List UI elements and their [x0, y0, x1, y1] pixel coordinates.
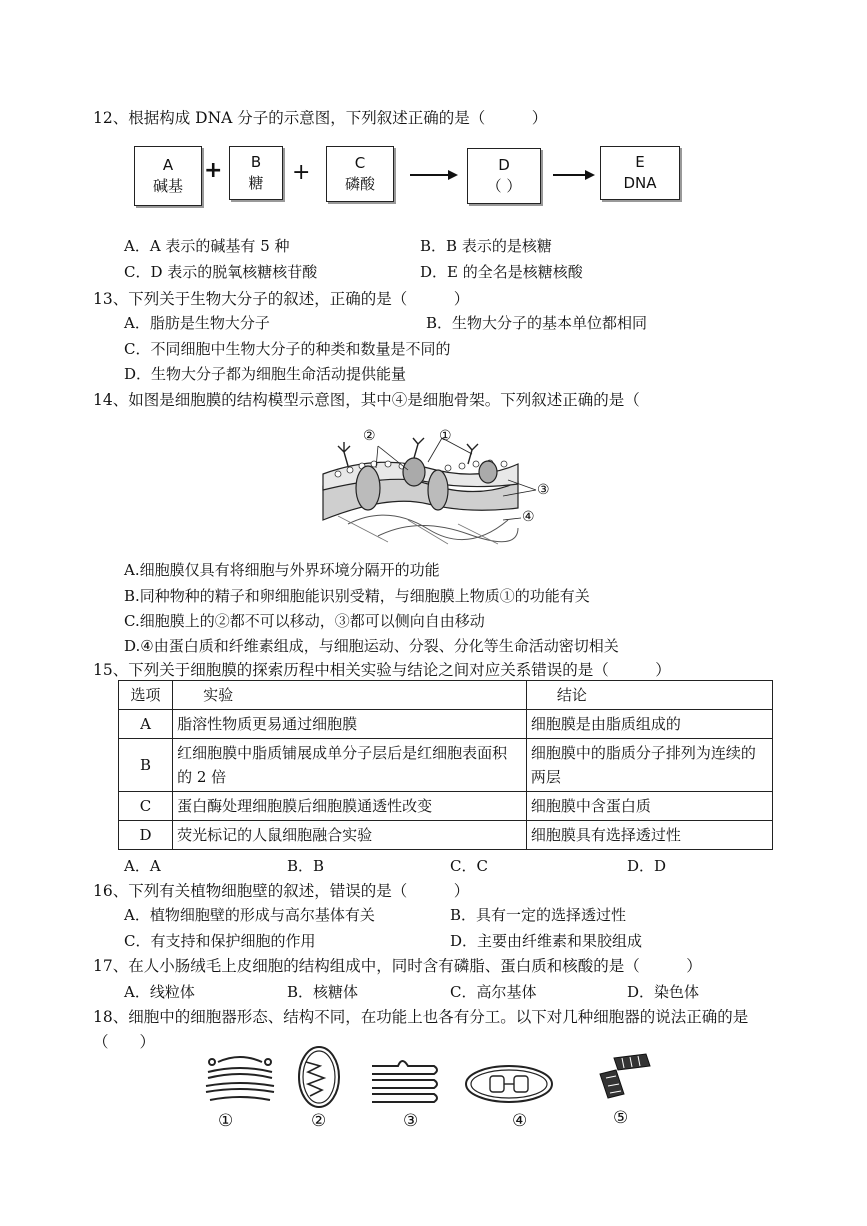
label-4: ④ — [522, 509, 535, 525]
arrow-icon — [410, 168, 458, 182]
table-cell: 荧光标记的人鼠细胞融合实验 — [173, 821, 527, 850]
q16-option-b: B．具有一定的选择透过性 — [450, 906, 627, 924]
q13-option-c: C．不同细胞中生物大分子的种类和数量是不同的 — [124, 340, 451, 358]
table-cell: 脂溶性物质更易通过细胞膜 — [173, 710, 527, 739]
box-e-letter: E — [635, 153, 645, 171]
q13-option-b: B．生物大分子的基本单位都相同 — [426, 314, 648, 332]
table-cell: 红细胞膜中脂质铺展成单分子层后是红细胞表面积的 2 倍 — [173, 739, 527, 792]
box-b-letter: B — [250, 153, 262, 171]
q15-option-b: B．B — [287, 857, 325, 875]
box-d-text: （ ） — [486, 177, 522, 195]
q12-option-a: A．A 表示的碱基有 5 种 — [124, 237, 290, 255]
header-option: 选项 — [119, 681, 173, 710]
box-a-base — [134, 146, 202, 206]
table-row — [119, 710, 773, 739]
organelle-label-5: ⑤ — [613, 1108, 629, 1128]
table-cell: 细胞膜中的脂质分子排列为连续的两层 — [526, 739, 772, 792]
table-row — [119, 739, 773, 792]
box-c-letter: C — [354, 154, 366, 172]
chloroplast-icon — [464, 1064, 554, 1104]
table-row — [119, 792, 773, 821]
table-cell: 细胞膜中含蛋白质 — [526, 792, 772, 821]
header-experiment: 实验 — [173, 681, 527, 710]
q14-option-d: D.④由蛋白质和纤维素组成，与细胞运动、分裂、分化等生命活动密切相关 — [124, 637, 619, 655]
q17-stem: 17、在人小肠绒毛上皮细胞的结构组成中，同时含有磷脂、蛋白质和核酸的是（ ） — [93, 957, 702, 975]
box-a-text: 碱基 — [152, 177, 183, 195]
q16-option-c: C．有支持和保护细胞的作用 — [124, 932, 316, 950]
endoplasmic-reticulum-icon — [368, 1054, 440, 1104]
label-2: ② — [363, 428, 376, 444]
q12-option-b: B．B 表示的是核糖 — [420, 237, 552, 255]
golgi-apparatus-icon — [200, 1048, 280, 1106]
q12-option-c: C．D 表示的脱氧核糖核苷酸 — [124, 263, 318, 281]
q15-option-d: D．D — [627, 857, 667, 875]
box-b-sugar — [229, 146, 283, 200]
box-e-dna — [600, 146, 680, 200]
organelle-label-1: ① — [218, 1111, 234, 1131]
table-cell: A — [119, 710, 173, 739]
label-1: ① — [439, 428, 452, 444]
q15-stem: 15、下列关于细胞膜的探索历程中相关实验与结论之间对应关系错误的是（ ） — [93, 661, 671, 679]
q17-option-d: D．染色体 — [627, 983, 700, 1001]
q17-option-b: B．核糖体 — [287, 983, 359, 1001]
box-e-text: DNA — [623, 174, 657, 192]
organelle-label-2: ② — [311, 1111, 327, 1131]
q17-option-c: C．高尔基体 — [450, 983, 537, 1001]
plus-sign: + — [204, 158, 223, 183]
box-a-letter: A — [162, 156, 174, 174]
table-cell: B — [119, 739, 173, 792]
q14-option-a: A.细胞膜仅具有将细胞与外界环境分隔开的功能 — [124, 561, 440, 579]
organelle-label-4: ④ — [512, 1111, 528, 1131]
q13-option-d: D．生物大分子都为细胞生命活动提供能量 — [124, 365, 407, 383]
box-d-letter: D — [498, 156, 510, 174]
arrow-icon — [553, 168, 595, 182]
box-c-phosphate — [326, 146, 394, 202]
table-row — [119, 821, 773, 850]
q15-option-c: C．C — [450, 857, 488, 875]
q13-stem: 13、下列关于生物大分子的叙述，正确的是（ ） — [93, 290, 470, 308]
q17-option-a: A．线粒体 — [124, 983, 195, 1001]
plus-sign: + — [292, 160, 311, 185]
table-cell: C — [119, 792, 173, 821]
organelle-label-3: ③ — [403, 1111, 419, 1131]
mitochondrion-icon — [296, 1044, 342, 1110]
label-3: ③ — [537, 482, 550, 498]
q12-stem: 12、根据构成 DNA 分子的示意图，下列叙述正确的是（ ） — [93, 109, 548, 127]
q12-option-d: D．E 的全名是核糖核酸 — [420, 263, 583, 281]
table-cell: 细胞膜具有选择透过性 — [526, 821, 772, 850]
q15-table — [118, 680, 773, 850]
box-b-text: 糖 — [248, 174, 264, 192]
table-cell: 细胞膜是由脂质组成的 — [526, 710, 772, 739]
q18-stem: 18、细胞中的细胞器形态、结构不同，在功能上也各有分工。以下对几种细胞器的说法正确的是 — [93, 1008, 749, 1026]
table-header-row — [119, 681, 773, 710]
q14-stem: 14、如图是细胞膜的结构模型示意图，其中④是细胞骨架。下列叙述正确的是（ — [93, 391, 640, 409]
table-cell: D — [119, 821, 173, 850]
centrosome-icon — [594, 1050, 656, 1100]
q13-option-a: A．脂肪是生物大分子 — [124, 314, 270, 332]
header-conclusion: 结论 — [526, 681, 772, 710]
q14-option-b: B.同种物种的精子和卵细胞能识别受精，与细胞膜上物质①的功能有关 — [124, 587, 590, 605]
q18-stem-bracket: （ ） — [93, 1033, 156, 1051]
box-c-text: 磷酸 — [344, 175, 375, 193]
q16-option-d: D．主要由纤维素和果胶组成 — [450, 932, 643, 950]
q16-option-a: A．植物细胞壁的形成与高尔基体有关 — [124, 906, 375, 924]
box-d-unknown — [467, 148, 541, 204]
q14-option-c: C.细胞膜上的②都不可以移动，③都可以侧向自由移动 — [124, 612, 485, 630]
q15-option-a: A．A — [124, 857, 161, 875]
table-cell: 蛋白酶处理细胞膜后细胞膜通透性改变 — [173, 792, 527, 821]
q16-stem: 16、下列有关植物细胞壁的叙述，错误的是（ ） — [93, 882, 470, 900]
